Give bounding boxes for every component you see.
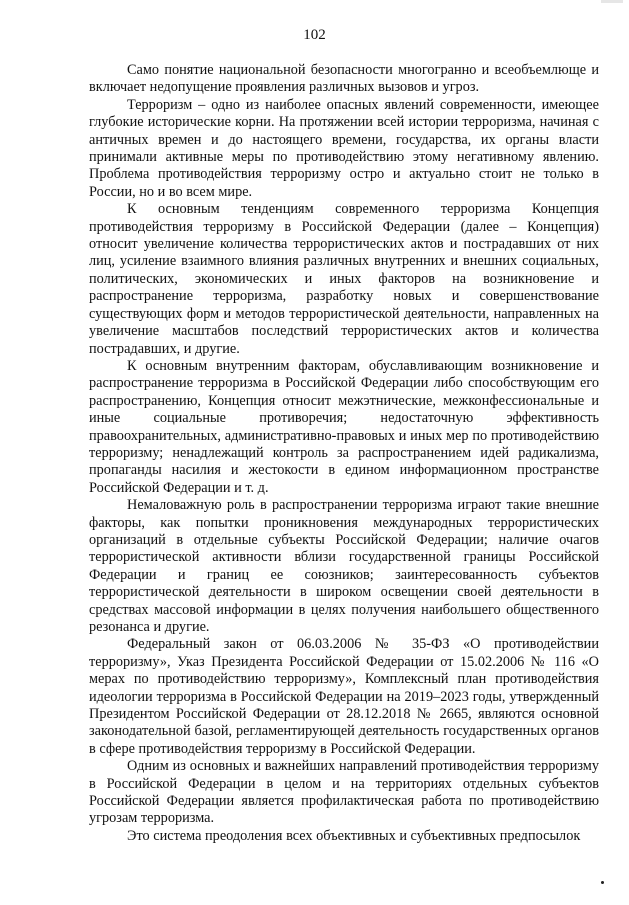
page-number: 102 — [303, 27, 326, 43]
paragraph-terrorism-definition: Терроризм – одно из наиболее опасных явлений современности, имеющее глубокие исторические корни. На протяжении всей истории терроризма, начиная с античных времен и до настоящего времени, государства, их органы власти принимали активные меры по противодействию этому негативному явлению. Проблема противодействия терроризму остро и актуально стоит не только в России, но и во всем мире. — [89, 96, 599, 200]
paragraph-legal-basis: Федеральный закон от 06.03.2006 № 35-ФЗ «О противодействии терроризму», Указ Президента Российской Федерации от 15.02.2006 № 116 «О мерах по противодействию терроризму», Комплексный план противодействия идеологии терроризма в Российской Федерации на 2019–2023 годы, утвержденный Президентом Российской Федерации от 28.12.2018 № 2665, являются основной законодательной базой, регламентирующей деятельность государственных органов в сфере противодействия терроризму в Российской Федерации. — [89, 636, 599, 757]
paragraph-external-factors: Немаловажную роль в распространении терроризма играют такие внешние факторы, как попытки проникновения международных террористических организаций в отдельные субъекты Российской Федерации; наличие очагов террористической активности вблизи государственной границы Российской Федерации и границ ее союзников; заинтересованность субъектов террористической деятельности в широком освещении своей деятельности в средствах массовой информации в целях получения наибольшего общественного резонанса и другие. — [89, 497, 599, 635]
scan-corner-mark — [601, 0, 623, 3]
paragraph-internal-factors: К основным внутренним факторам, обуславливающим возникновение и распространение терроризма в Российской Федерации либо способствующим его распространению, Концепция относит межэтнические, межконфессиональные и иные социальные противоречия; недостаточную эффективность правоохранительных, административно-правовых и иных мер по противодействию терроризму; ненадлежащий контроль за распространением идей радикализма, пропаганды насилия и жестокости в едином информационном пространстве Российской Федерации и т. д. — [89, 357, 599, 496]
paragraph-prevention-direction: Одним из основных и важнейших направлений противодействия терроризму в Российской Федерации в целом и на территориях отдельных субъектов Российской Федерации является профилактическая работа по противодействию угрозам терроризма. — [89, 758, 599, 827]
paragraph-modern-trends: К основным тенденциям современного терроризма Концепция противодействия терроризму в Российской Федерации (далее – Концепция) относит увеличение количества террористических актов и пострадавших от них лиц, усиление взаимного влияния различных внутренних и внешних социальных, политических, экономических и иных факторов на возникновение и распространение терроризма, разработку новых и совершенствование существующих форм и методов террористической деятельности, направленных на увеличение масштабов последствий террористических актов и количества пострадавших, и другие. — [89, 201, 599, 357]
paragraph-system-overcoming: Это система преодоления всех объективных и субъективных предпосылок — [127, 827, 581, 844]
scan-dot-mark — [601, 881, 604, 884]
document-body — [89, 62, 599, 845]
paragraph-national-security: Само понятие национальной безопасности многогранно и всеобъемлюще и включает недопущение проявления различных вызовов и угроз. — [89, 62, 599, 96]
